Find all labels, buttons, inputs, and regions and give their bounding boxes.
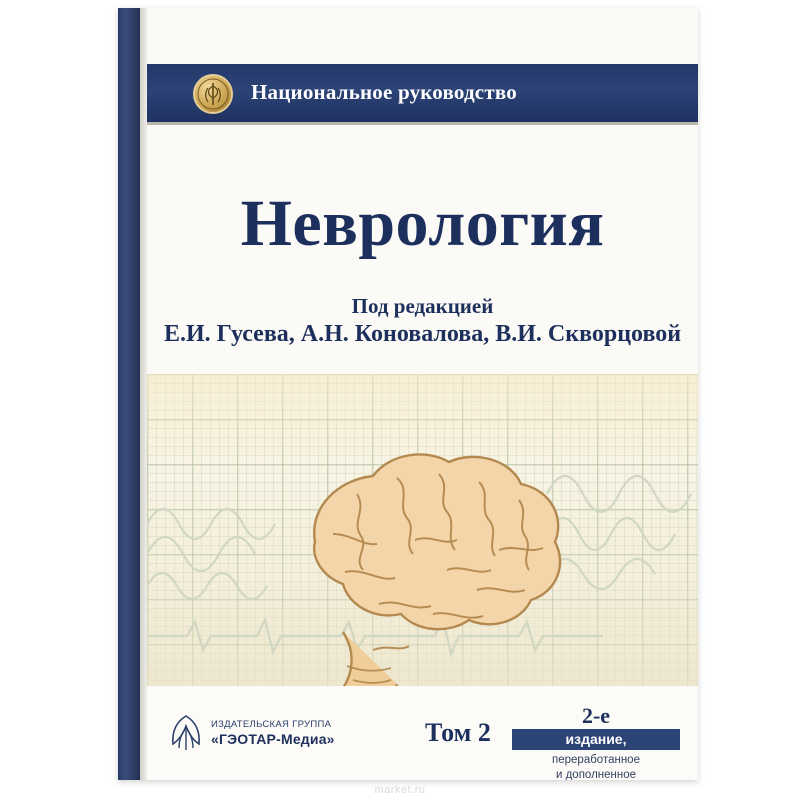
edition-subtitle-line2: и дополненное: [555, 769, 637, 780]
cover-illustration: [147, 374, 698, 686]
publisher-line2: «ГЭОТАР-Медиа»: [211, 731, 335, 748]
edition-subtitle-line1: переработанное: [552, 754, 640, 767]
editors-names: Е.И. Гусева, А.Н. Коновалова, В.И. Скворцовой: [163, 321, 682, 347]
edition-number: 2-е: [581, 703, 611, 728]
cover-footer: [147, 686, 698, 780]
book-spine: [118, 8, 140, 780]
geotar-media-logo-icon: [169, 714, 203, 754]
banner-title: Национальное руководство: [251, 80, 517, 104]
editors-label: Под редакцией: [351, 294, 494, 318]
volume-label: Том 2: [425, 718, 491, 747]
edition-band: издание,: [512, 729, 680, 750]
watermark-text: market.ru: [374, 784, 426, 796]
publisher-block: [169, 714, 335, 754]
caduceus-medallion-icon: [193, 74, 233, 114]
cover-banner-underline: [147, 122, 698, 125]
book-front-cover: [147, 8, 698, 780]
ecg-waveform-icon: [147, 374, 698, 686]
edition-block: [512, 704, 680, 780]
human-brain-illustration: [314, 454, 560, 686]
book-cover-photo: [118, 8, 698, 780]
book-spine-edge: [140, 8, 147, 780]
publisher-line1: ИЗДАТЕЛЬСКАЯ ГРУППА: [211, 719, 332, 731]
edition-subtitle: [512, 753, 680, 780]
page-title: Неврология: [240, 187, 605, 260]
